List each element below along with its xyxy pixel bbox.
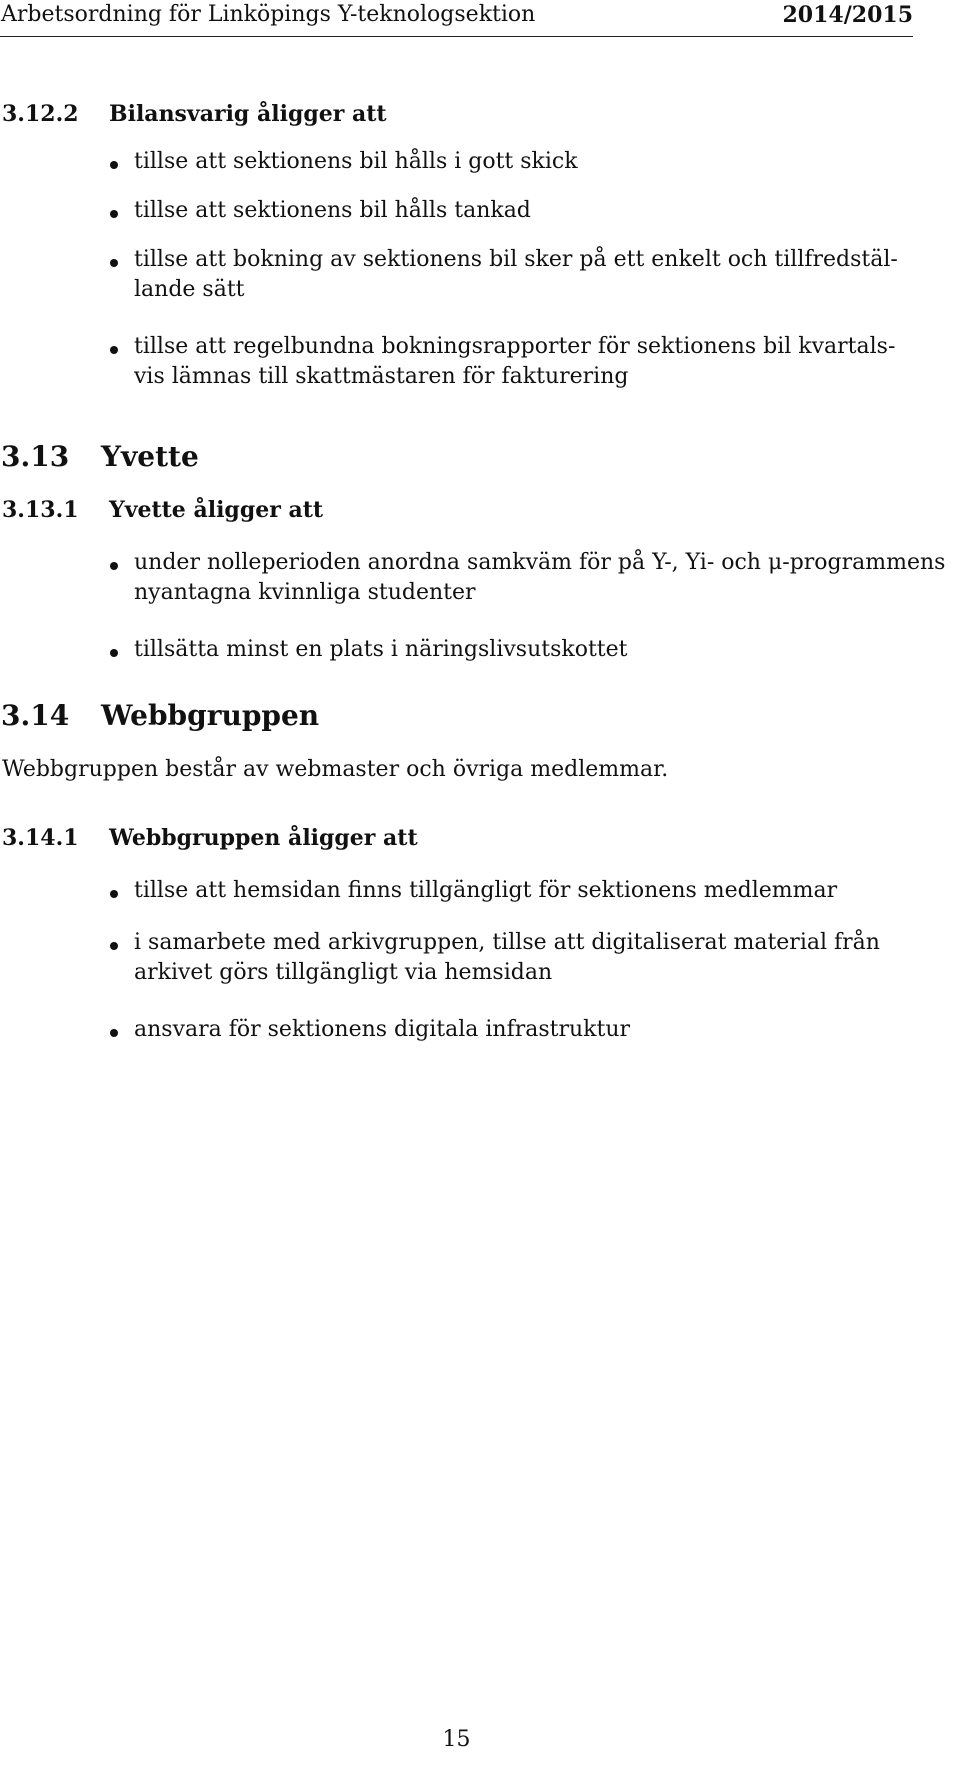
bullet-icon (110, 250, 126, 272)
bullet-icon (110, 933, 126, 955)
list-item (134, 928, 914, 988)
section-heading-3-14 (1, 699, 319, 732)
list-item-line: tillsätta minst en plats i näringslivsutskottet (134, 637, 628, 662)
list-item (134, 332, 914, 392)
bullet-icon (110, 337, 126, 359)
list-item-line: tillse att regelbundna bokningsrapporter för sektionens bil kvartals- (134, 334, 896, 359)
list-item (134, 876, 914, 906)
list-item (134, 635, 914, 665)
bullet-icon (110, 640, 126, 662)
section-paragraph: Webbgruppen består av webmaster och övriga medlemmar. (2, 757, 669, 782)
list-item (134, 1015, 914, 1045)
subsection-number: 3.14.1 (2, 825, 79, 851)
list-item-line: tillse att hemsidan finns tillgängligt för sektionens medlemmar (134, 878, 838, 903)
bullet-icon (110, 1020, 126, 1042)
list-item (134, 245, 914, 305)
list-item (134, 147, 914, 177)
section-number: 3.14 (1, 699, 70, 732)
subsection-number: 3.13.1 (2, 497, 79, 523)
list-item-line: vis lämnas till skattmästaren för fakturering (134, 364, 629, 389)
list-item (134, 548, 946, 608)
subsection-title: Webbgruppen åligger att (109, 825, 418, 851)
list-item-line: ansvara för sektionens digitala infrastruktur (134, 1017, 631, 1042)
list-item-line: i samarbete med arkivgruppen, tillse att digitaliserat material från (134, 930, 880, 955)
header-title: Arbetsordning för Linköpings Y-teknologsektion (1, 2, 536, 27)
list-item-line: nyantagna kvinnliga studenter (134, 580, 476, 605)
bullet-icon (110, 201, 126, 223)
subsection-number: 3.12.2 (2, 101, 79, 127)
subsection-heading-3-14-1 (2, 825, 418, 851)
header-year: 2014/2015 (782, 2, 913, 28)
section-number: 3.13 (1, 440, 70, 473)
list-item (134, 196, 914, 226)
list-item-line: under nolleperioden anordna samkväm för på Y-, Yi- och μ-programmens (134, 550, 946, 575)
list-item-line: lande sätt (134, 277, 245, 302)
list-item-line: tillse att bokning av sektionens bil sker på ett enkelt och tillfredstäl- (134, 247, 898, 272)
section-heading-3-13 (1, 440, 199, 473)
running-header (0, 0, 913, 37)
subsection-heading-3-12-2 (2, 101, 387, 127)
subsection-title: Bilansvarig åligger att (109, 101, 387, 127)
section-title: Webbgruppen (101, 699, 320, 732)
bullet-icon (110, 881, 126, 903)
page-number: 15 (442, 1727, 471, 1752)
section-title: Yvette (101, 440, 199, 473)
subsection-title: Yvette åligger att (109, 497, 324, 523)
subsection-heading-3-13-1 (2, 497, 323, 523)
bullet-icon (110, 553, 126, 575)
bullet-icon (110, 152, 126, 174)
list-item-line: tillse att sektionens bil hålls tankad (134, 198, 531, 223)
list-item-line: arkivet görs tillgängligt via hemsidan (134, 960, 553, 985)
list-item-line: tillse att sektionens bil hålls i gott skick (134, 149, 578, 174)
